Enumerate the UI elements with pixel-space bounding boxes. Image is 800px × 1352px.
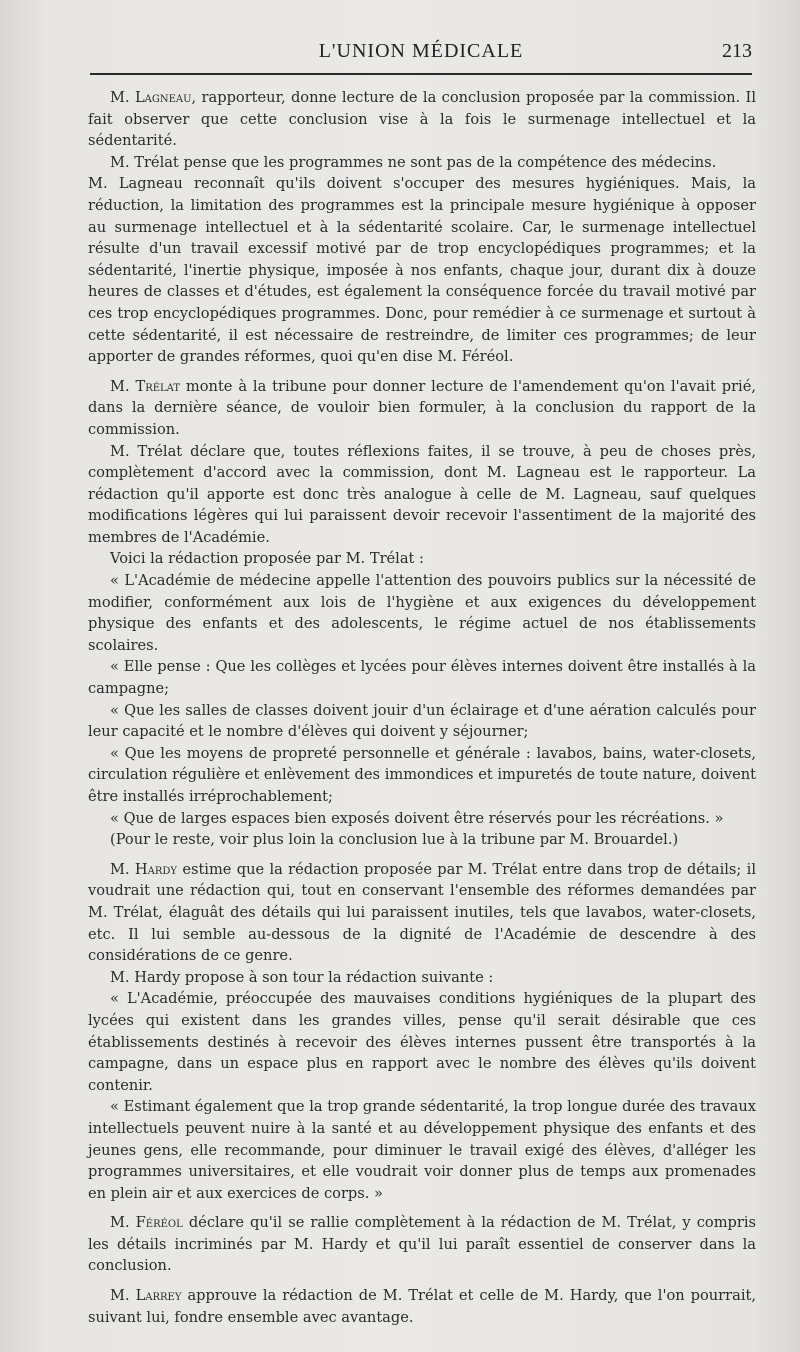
page-number: 213 <box>722 40 752 62</box>
paragraph-text: « Que de larges espaces bien exposés doivent être réservés pour les récréations. » <box>110 809 724 827</box>
speaker-name: M. Larrey <box>110 1287 182 1305</box>
paragraph <box>88 173 756 367</box>
speaker-name: M. Lagneau <box>110 89 192 106</box>
paragraph-text: monte à la tribune pour donner lecture de l'amendement qu'on l'avait prié, dans la dernière séance, de vouloir bien formuler, à la conclusion du rapport de la commission. <box>88 377 756 438</box>
paragraph-text: M. Hardy propose à son tour la rédaction suivante : <box>110 968 494 986</box>
paragraph-text: « Estimant également que la trop grande sédentarité, la trop longue durée des travaux intellectuels peuvent nuire à la santé et au développement physique des enfants et des jeunes gens, elle recommande, pour diminuer le travail exigé des élèves, d'alléger les programmes universitaires, et elle voudrait voir donner plus de temps aux promenades en plein air et aux exercices de corps. » <box>88 1098 756 1202</box>
paragraph-text: M. Lagneau reconnaît qu'ils doivent s'occuper des mesures hygiéniques. Mais, la réduction, la limitation des programmes est la principale mesure hygiénique à opposer au surmenage intellectuel et à la sédentarité scolaire. Car, le surmenage intellectuel résulte d'un travail excessif motivé par de trop encyclopédiques programmes; et la sédentarité, l'inertie physique, imposée à nos enfants, chaque jour, durant dix à douze heures de classes et d'études, est également la conséquence forcée du travail motivé par ces trop encyclopédiques programmes. Donc, pour remédier à ce surmenage et surtout à cette sédentarité, il est nécessaire de restreindre, de limiter ces programmes; de leur apporter de grandes réformes, quoi qu'en dise M. Féréol. <box>88 175 756 366</box>
paragraph <box>88 1212 756 1277</box>
paragraph <box>88 570 756 656</box>
paragraph <box>88 700 756 743</box>
paragraph-text: déclare qu'il se rallie complètement à la rédaction de M. Trélat, y compris les détails incriminés par M. Hardy et qu'il lui paraît essentiel de conserver dans la conclusion. <box>88 1214 757 1275</box>
paragraph <box>88 441 756 549</box>
paragraph-text: « Que les salles de classes doivent jouir d'un éclairage et d'une aération calculés pour leur capacité et le nombre d'élèves qui doivent y séjourner; <box>88 701 756 741</box>
speaker-name: M. Hardy <box>110 860 177 878</box>
running-title: L'UNION MÉDICALE <box>318 40 524 62</box>
paragraph <box>88 829 756 851</box>
paragraph <box>88 967 756 989</box>
paragraph <box>88 988 756 1096</box>
speaker-name: M. Trélat <box>110 377 181 395</box>
paragraph <box>88 376 756 441</box>
body-text <box>88 87 756 1328</box>
paragraph <box>88 152 756 174</box>
paragraph-text: (Pour le reste, voir plus loin la conclusion lue à la tribune par M. Brouardel.) <box>110 831 679 849</box>
paragraph <box>88 808 756 830</box>
paragraph <box>88 859 756 967</box>
header-rule <box>90 73 752 75</box>
paragraph <box>88 87 756 152</box>
paragraph-text: M. Trélat déclare que, toutes réflexions faites, il se trouve, à peu de choses près, complètement d'accord avec la commission, dont M. Lagneau est le rapporteur. La rédaction qu'il apporte est donc très analogue à celle de M. Lagneau, sauf quelques modifications légères qui lui paraissent devoir recevoir l'assentiment de la majorité des membres de l'Académie. <box>88 442 756 546</box>
paragraph <box>88 1285 756 1328</box>
page-header <box>90 40 752 68</box>
paragraph <box>88 743 756 808</box>
paragraph-text: , rapporteur, donne lecture de la conclusion proposée par la commission. Il fait observer que cette conclusion vise à la fois le surmenage intellectuel et la sédentarité. <box>88 89 756 150</box>
paragraph-text: « L'Académie de médecine appelle l'attention des pouvoirs publics sur la nécessité de modifier, conformément aux lois de l'hygiène et aux exigences du développement physique des enfants et des adolescents, le régime actuel de nos établissements scolaires. <box>88 572 756 654</box>
paragraph-text: estime que la rédaction proposée par M. Trélat entre dans trop de détails; il voudrait une rédaction qui, tout en conservant l'ensemble des réformes demandées par M. Trélat, élaguât des détails qui lui paraissent inutiles, tels que lavabos, water-closets, etc. Il lui semble au-dessous de la dignité de l'Académie de descendre à des considérations de ce genre. <box>88 860 756 965</box>
paragraph <box>88 548 756 570</box>
paragraph-text: « Elle pense : Que les collèges et lycées pour élèves internes doivent être installés à la campagne; <box>88 658 756 698</box>
paragraph-text: « Que les moyens de propreté personnelle et générale : lavabos, bains, water-closets, circulation régulière et enlèvement des immondices et impuretés de toute nature, doivent être installés irréprochablement; <box>88 744 756 805</box>
paragraph-text: approuve la rédaction de M. Trélat et celle de M. Hardy, que l'on pourrait, suivant lui, fondre ensemble avec avantage. <box>88 1287 756 1326</box>
paragraph <box>88 656 756 699</box>
paragraph-text: Voici la rédaction proposée par M. Trélat : <box>110 550 424 568</box>
paragraph <box>88 1096 756 1204</box>
paragraph-text: M. Trélat pense que les programmes ne sont pas de la compétence des médecins. <box>110 153 717 171</box>
speaker-name: M. Féréol <box>110 1214 183 1232</box>
paragraph-text: « L'Académie, préoccupée des mauvaises conditions hygiéniques de la plupart des lycées qui existent dans les grandes villes, pense qu'il serait désirable que ces établissements destinés à recevoir des élèves internes pussent être transportés à la campagne, dans un espace plus en rapport avec le nombre des élèves qu'ils doivent contenir. <box>88 990 756 1094</box>
